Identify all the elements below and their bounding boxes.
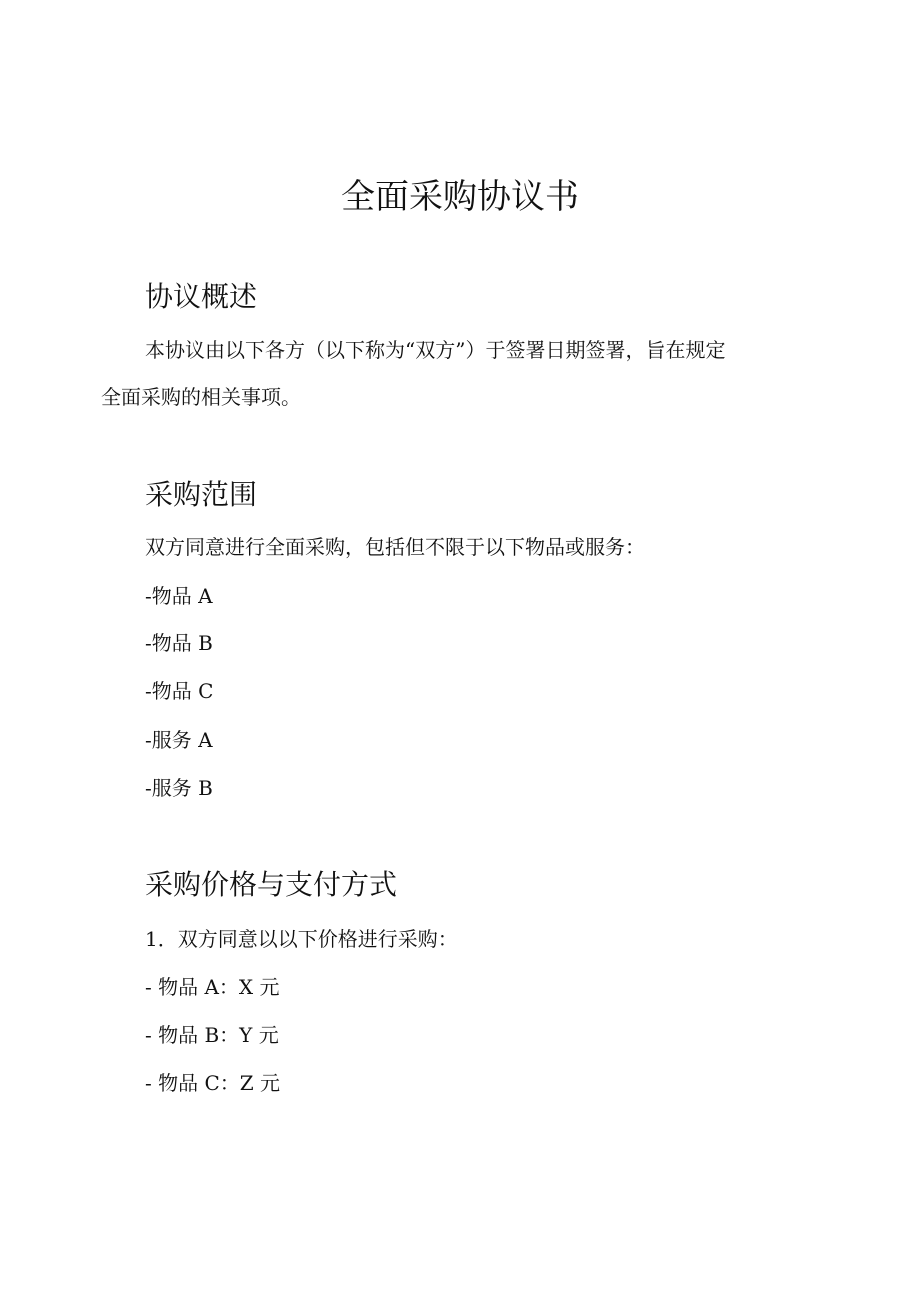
list-item: -物品 B (145, 631, 213, 655)
paragraph-line: 全面采购的相关事项。 (101, 385, 301, 409)
list-item: -服务 A (145, 728, 213, 752)
list-item: -物品 A (145, 584, 213, 608)
section-heading-scope: 采购范围 (145, 478, 258, 511)
section-heading-overview: 协议概述 (145, 280, 258, 313)
document-title: 全面采购协议书 (341, 177, 579, 217)
list-item: - 物品 C：Z 元 (145, 1071, 281, 1095)
paragraph-line: 双方同意进行全面采购，包括但不限于以下物品或服务： (145, 535, 645, 559)
list-item: - 物品 B：Y 元 (145, 1023, 279, 1047)
list-item: - 物品 A：X 元 (145, 975, 280, 999)
list-item: -物品 C (145, 679, 214, 703)
section-heading-pricing: 采购价格与支付方式 (145, 868, 398, 901)
paragraph-line: 本协议由以下各方（以下称为“双方”）于签署日期签署，旨在规定 (145, 338, 726, 362)
paragraph-line: 1．双方同意以以下价格进行采购： (145, 927, 458, 951)
list-item: -服务 B (145, 776, 213, 800)
